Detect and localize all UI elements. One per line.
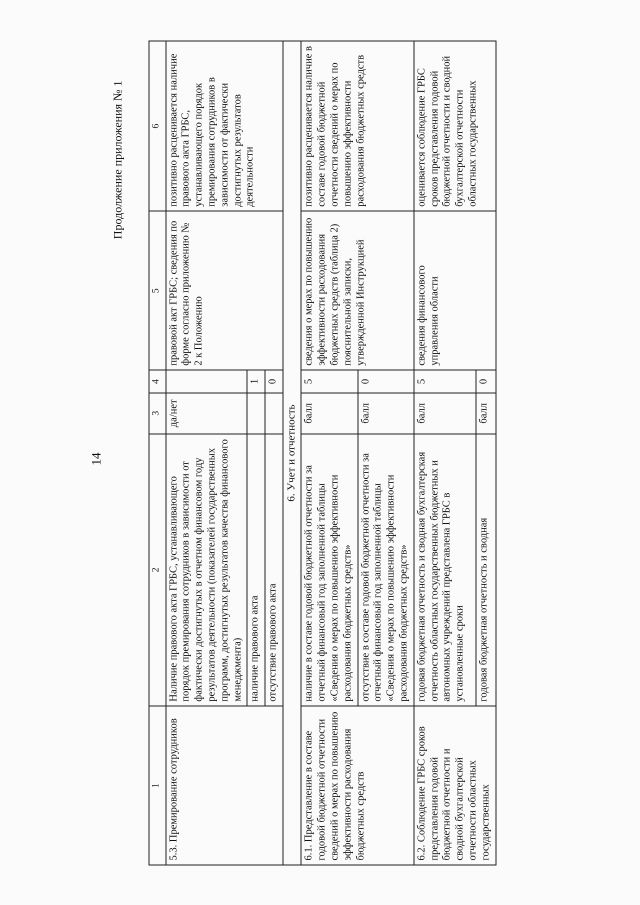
score-cell: 5 [301, 370, 357, 393]
comment-cell: позитивно расценивается наличие в составе годовой бюджетной отчетности сведений о мерах по повышению эффективности расходования бюджетных средств [301, 41, 413, 211]
option-text: годовая бюджетная отчетность и сводная бухгалтерская отчетность областных государственных бюджетных и автономных учреждений представлена ГРБС в установленные сроки [413, 433, 475, 705]
criterion-name: 6.2. Соблюдение ГРБС сроков представления годовой бюджетной отчетности и сводной бухгалтерской отчетности областных государственных [413, 706, 495, 865]
option-text: годовая бюджетная отчетность и сводная [475, 433, 495, 705]
score-cell: 0 [357, 370, 413, 393]
section-title: 6. Учет и отчетность [282, 41, 300, 865]
table-row [165, 41, 247, 865]
score-cell: 0 [265, 370, 283, 393]
criterion-name: 5.3. Премирование сотрудников [165, 706, 282, 865]
header-cell: 2 [149, 433, 166, 705]
table-row [301, 41, 357, 865]
source-cell: сведения о мерах по повышению эффективности расходования бюджетных средств (таблица 2) пояснительной записки, утвержденной Инструкцией [301, 211, 413, 370]
score-cell: 1 [247, 370, 265, 393]
comment-cell: оценивается соблюдение ГРБС сроков представления годовой бюджетной отчетности и сводной бухгалтерской отчетности областных государственных [413, 41, 495, 211]
source-cell: сведения финансового управления области [413, 211, 495, 370]
option-text: наличие в составе годовой бюджетной отчетности за отчетный финансовый год заполненной таблицы «Сведения о мерах по повышению эффективности расходования бюджетных средств» [301, 433, 357, 705]
header-cell: 4 [149, 370, 166, 393]
header-cell: 6 [149, 41, 166, 211]
unit-cell [247, 392, 265, 433]
option-text: отсутствие правового акта [265, 433, 283, 705]
section-row [282, 41, 300, 865]
score-cell: 0 [475, 370, 495, 393]
unit-cell: балл [301, 392, 357, 433]
header-cell: 3 [149, 392, 166, 433]
unit-cell: балл [475, 392, 495, 433]
criterion-name: 6.1. Представление в составе годовой бюджетной отчетности сведений о мерах по повышению эффективности расходования бюджетных средств [301, 706, 413, 865]
source-cell: правовой акт ГРБС; сведения по форме согласно приложению № 2 к Положению [165, 211, 282, 370]
unit-cell [265, 392, 283, 433]
unit-cell: да/нет [165, 392, 247, 433]
score-cell [165, 370, 247, 393]
header-cell: 1 [149, 706, 166, 865]
comment-cell: позитивно расценивается наличие правового акта ГРБС, устанавливающего порядок премирования сотрудников в зависимости от фактически достигнутых результатов деятельности [165, 41, 282, 211]
header-cell: 5 [149, 211, 166, 370]
unit-cell: балл [357, 392, 413, 433]
option-text: отсутствие в составе годовой бюджетной отчетности за отчетный финансовый год заполненной таблицы «Сведения о мерах по повышению эффективности расходования бюджетных средств» [357, 433, 413, 705]
criteria-table [148, 40, 496, 865]
table-row [413, 41, 475, 865]
unit-cell: балл [413, 392, 475, 433]
criterion-description: Наличие правового акта ГРБС, устанавливающего порядок премирования сотрудников в зависимости от фактически достигнутых в отчетном финансовом году результатов деятельности (показателей государственных программ, достигнутых результатов качества финансового менеджмента) [165, 433, 247, 705]
header-row [149, 41, 166, 865]
option-text: наличие правового акта [247, 433, 265, 705]
score-cell: 5 [413, 370, 475, 393]
page-number: 14 [88, 452, 103, 465]
continuation-caption: Продолжение приложения № 1 [110, 80, 124, 239]
